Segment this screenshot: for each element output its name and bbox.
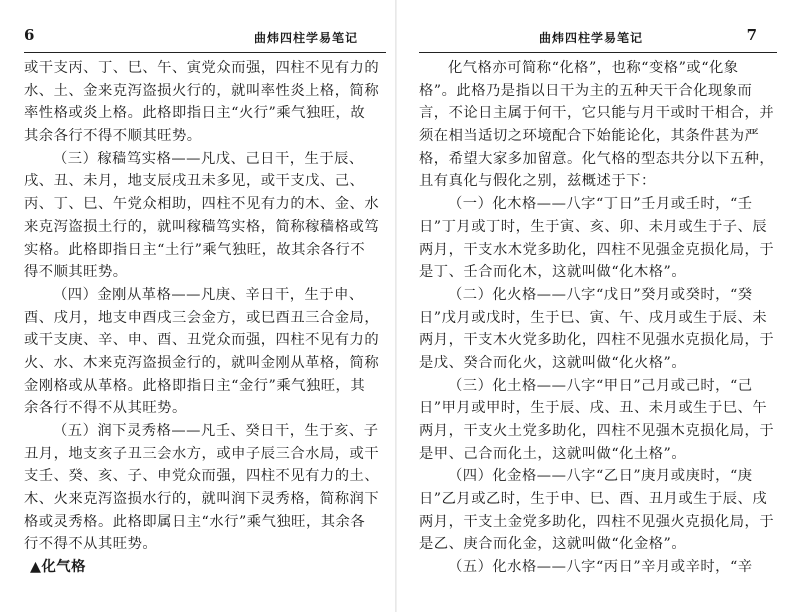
- right-page: [397, 0, 793, 612]
- text-line: （四）化金格——八字“乙日”庚月或庚时，“庚: [448, 468, 753, 485]
- text-line: 火、水、木来克泻盗损金行的，就叫金刚从革格，简称: [24, 354, 380, 371]
- text-line: 其余各行不得不顺其旺势。: [24, 128, 202, 145]
- running-title: 曲炜四柱学易笔记: [539, 31, 644, 45]
- text-line: （三）化土格——八字“甲日”己月或己时，“己: [448, 377, 753, 394]
- text-line: 是丁、壬合而化木，这就叫做“化木格”。: [419, 264, 687, 281]
- text-line: （五）润下灵秀格——凡壬、癸日干，生于亥、子: [53, 423, 379, 439]
- text-line: 两月，干支水木党多助化，四柱不见强金克损化局，于: [419, 241, 775, 258]
- text-line: 是乙、庚合而化金，这就叫做“化金格”。: [419, 536, 687, 553]
- text-line: 或干支庚、辛、申、酉、丑党众而强，四柱不见有力的: [24, 332, 380, 349]
- text-line: 率性格或炎上格。此格即指日主“火行”乘气独旺，故: [24, 105, 366, 122]
- text-line: 日”戊月或戊时，生于巳、寅、午、戌月或生于辰、未: [419, 309, 768, 326]
- left-page-body: [24, 57, 386, 579]
- text-line: 两月，干支土金党多助化，四柱不见强火克损化局，于: [419, 513, 775, 530]
- text-line: 化气格亦可简称“化格”，也称“变格”或“化象: [448, 60, 739, 76]
- running-title: 曲炜四柱学易笔记: [253, 31, 358, 45]
- text-line: （五）化水格——八字“丙日”辛月或辛时，“辛: [448, 559, 753, 576]
- right-page-header: [419, 22, 777, 53]
- text-line: 支壬、癸、亥、子、申党众而强，四柱不见有力的土、: [24, 468, 380, 485]
- right-page-body: [419, 57, 777, 579]
- left-page: [0, 0, 396, 612]
- text-line: 得不顺其旺势。: [24, 264, 128, 281]
- text-line: 或干支丙、丁、巳、午、寅党众而强，四柱不见有力的: [24, 60, 380, 76]
- text-line: （一）化木格——八字“丁日”壬月或壬时，“壬: [448, 196, 753, 213]
- text-line: 言，不论日主属于何干，它只能与月干或时干相合，并: [419, 105, 775, 122]
- text-line: 须在相当适切之环境配合下始能论化，其条件甚为严: [419, 128, 760, 145]
- page-number: 7: [746, 26, 757, 44]
- text-line: 两月，干支火土党多助化，四柱不见强木克损化局，于: [419, 423, 775, 439]
- page-number: 6: [24, 26, 35, 44]
- text-line: 金刚格或从革格。此格即指日主“金行”乘气独旺，其: [24, 377, 366, 394]
- text-line: 是甲、己合而化土，这就叫做“化土格”。: [419, 445, 687, 462]
- text-line: 木、火来克泻盗损水行的，就叫润下灵秀格，简称润下: [24, 491, 380, 508]
- text-line: 行不得不从其旺势。: [24, 536, 158, 553]
- text-line: 日”乙月或乙时，生于申、巳、酉、丑月或生于辰、戌: [419, 491, 768, 508]
- text-line: 日”丁月或丁时，生于寅、亥、卯、未月或生于子、辰: [419, 218, 768, 235]
- text-line: （四）金刚从革格——凡庚、辛日干，生于申、: [53, 286, 364, 303]
- text-line: 两月，干支木火党多助化，四柱不见强水克损化局，于: [419, 332, 775, 349]
- text-line: 戌、丑、未月，地支辰戌丑未多见，或干支戊、己、: [24, 173, 365, 190]
- text-line: 格或灵秀格。此格即属日主“水行”乘气独旺，其余各: [24, 513, 366, 530]
- text-line: 来克泻盗损土行的，就叫稼穑笃实格，简称稼穑格或笃: [24, 218, 380, 235]
- text-line: 且有真化与假化之别，兹概述于下：: [419, 173, 656, 190]
- text-line: 丙、丁、巳、午党众相助，四柱不见有力的木、金、水: [24, 196, 380, 213]
- text-line: 酉、戌月，地支申酉戌三会金方，或巳酉丑三合金局，: [24, 309, 380, 326]
- text-line: 实格。此格即指日主“土行”乘气独旺，故其余各行不: [24, 241, 366, 258]
- text-line: 余各行不得不从其旺势。: [24, 400, 187, 417]
- text-line: 是戊、癸合而化火，这就叫做“化火格”。: [419, 354, 687, 371]
- text-line: （三）稼穑笃实格——凡戊、己日干，生于辰、: [53, 150, 364, 167]
- text-line: 日”甲月或甲时，生于辰、戌、丑、未月或生于巳、午: [419, 400, 768, 417]
- text-line: 水、土、金来克泻盗损火行的，就叫率性炎上格，简称: [24, 82, 380, 99]
- text-line: 丑月，地支亥子丑三会水方，或申子辰三合水局，或干: [24, 445, 380, 462]
- text-line: （二）化火格——八字“戊日”癸月或癸时，“癸: [448, 286, 753, 303]
- text-line: 格，希望大家多加留意。化气格的型态共分以下五种，: [419, 150, 775, 167]
- left-page-header: [24, 22, 386, 53]
- text-line: 格”。此格乃是指以日干为主的五种天干合化现象而: [419, 82, 753, 99]
- section-heading: ▲化气格: [30, 559, 86, 576]
